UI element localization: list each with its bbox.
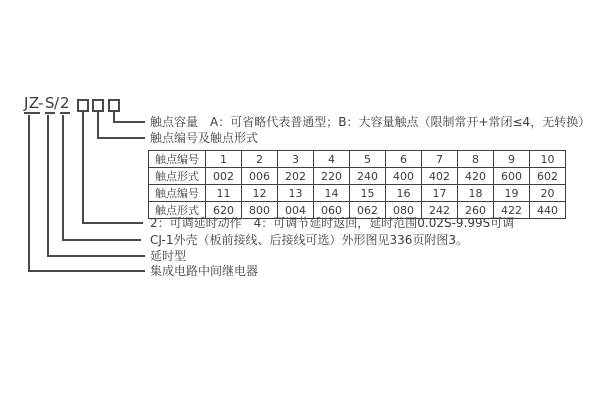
callout-delay-mode: 2：可调延时动作 4：可调节延时返回，延时范围0.02S-9.99S可调 <box>150 216 515 230</box>
table-row-header: 触点形式 <box>149 168 206 185</box>
leader-vertical-delay-mode <box>82 112 84 224</box>
table-cell: 4 <box>314 151 350 168</box>
table-cell: 062 <box>350 202 386 219</box>
table-cell: 004 <box>278 202 314 219</box>
table-cell: 6 <box>386 151 422 168</box>
table-cell: 11 <box>206 185 242 202</box>
table-cell: 18 <box>458 185 494 202</box>
table-cell: 7 <box>422 151 458 168</box>
table-row-header: 触点形式 <box>149 202 206 219</box>
leader-horizontal-contact-form <box>97 137 145 139</box>
leader-horizontal-delay-type <box>47 255 145 257</box>
leader-horizontal-enclosure-type <box>62 239 141 241</box>
table-cell: 242 <box>422 202 458 219</box>
table-cell: 19 <box>494 185 530 202</box>
model-placeholder-box-1 <box>77 99 89 112</box>
table-row-header: 触点编号 <box>149 185 206 202</box>
table-cell: 440 <box>530 202 566 219</box>
table-row <box>149 202 566 219</box>
table-cell: 9 <box>494 151 530 168</box>
table-cell: 10 <box>530 151 566 168</box>
table-row <box>149 151 566 168</box>
leader-vertical-enclosure-type <box>62 115 64 241</box>
model-delay-code: S <box>45 94 56 112</box>
table-cell: 422 <box>494 202 530 219</box>
table-cell: 13 <box>278 185 314 202</box>
leader-horizontal-contact-capacity <box>113 121 145 123</box>
table-row-header: 触点编号 <box>149 151 206 168</box>
table-cell: 400 <box>386 168 422 185</box>
model-separator-dash: - <box>38 94 44 112</box>
leader-vertical-delay-type <box>47 115 49 257</box>
model-enclosure-code: 2 <box>60 94 71 112</box>
table-cell: 402 <box>422 168 458 185</box>
table-cell: 602 <box>530 168 566 185</box>
table-cell: 620 <box>206 202 242 219</box>
leader-vertical-product-name <box>28 115 30 272</box>
contact-table-body <box>149 151 566 219</box>
contact-table <box>148 150 566 219</box>
table-cell: 800 <box>242 202 278 219</box>
table-cell: 240 <box>350 168 386 185</box>
table-cell: 002 <box>206 168 242 185</box>
model-placeholder-box-3 <box>108 99 120 112</box>
table-cell: 14 <box>314 185 350 202</box>
model-series-code: JZ <box>24 94 40 112</box>
leader-horizontal-product-name <box>28 270 145 272</box>
table-cell: 15 <box>350 185 386 202</box>
leader-vertical-contact-form <box>97 112 99 139</box>
table-cell: 006 <box>242 168 278 185</box>
callout-enclosure-type: CJ-1外壳（板前接线、后接线可选）外形图见336页附图3。 <box>150 233 468 247</box>
leader-horizontal-delay-mode <box>82 222 143 224</box>
table-cell: 2 <box>242 151 278 168</box>
table-cell: 8 <box>458 151 494 168</box>
table-cell: 600 <box>494 168 530 185</box>
callout-product-name: 集成电路中间继电器 <box>150 264 259 278</box>
table-cell: 080 <box>386 202 422 219</box>
callout-contact-number-form: 触点编号及触点形式 <box>150 131 259 145</box>
table-row <box>149 168 566 185</box>
table-cell: 12 <box>242 185 278 202</box>
table-cell: 17 <box>422 185 458 202</box>
callout-delay-type: 延时型 <box>150 249 187 263</box>
model-separator-slash: / <box>54 94 60 112</box>
table-cell: 060 <box>314 202 350 219</box>
table-cell: 20 <box>530 185 566 202</box>
table-cell: 1 <box>206 151 242 168</box>
table-cell: 202 <box>278 168 314 185</box>
table-cell: 5 <box>350 151 386 168</box>
model-placeholder-box-2 <box>92 99 104 112</box>
callout-contact-capacity: 触点容量 A：可省略代表普通型；B：大容量触点（限制常开+常闭≤4，无转换） <box>150 115 591 129</box>
table-row <box>149 185 566 202</box>
table-cell: 420 <box>458 168 494 185</box>
table-cell: 260 <box>458 202 494 219</box>
table-cell: 3 <box>278 151 314 168</box>
table-cell: 16 <box>386 185 422 202</box>
table-cell: 220 <box>314 168 350 185</box>
